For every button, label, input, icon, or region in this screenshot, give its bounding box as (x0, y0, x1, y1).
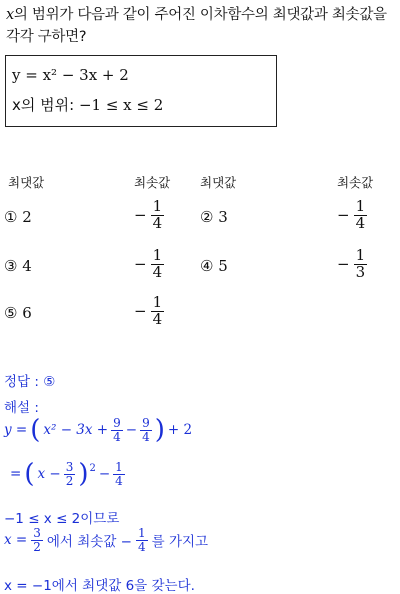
question-text (6, 4, 398, 48)
explanation-step-1: y = ( x² − 3x + $\frac{9}{4}$ − $\frac{9}{4}$ ) + 2 (4, 415, 193, 446)
option-1[interactable] (4, 208, 32, 226)
domain-range: −1 ≤ x ≤ 2 (78, 96, 164, 114)
option-4[interactable] (200, 257, 228, 275)
header-min-left: 최솟값 (134, 175, 171, 190)
header-min-right: 최솟값 (337, 175, 374, 190)
explanation-step-2: = ( x − $\frac{3}{2}$ ) $^2$ − $\frac{1}{4}$ (10, 459, 123, 490)
option-5-mark: ⑤ (4, 304, 18, 322)
option-1-mark: ① (4, 208, 18, 226)
option-3-mark: ③ (4, 257, 18, 275)
option-5[interactable] (4, 304, 32, 322)
function-definition: y = x² − 3x + 2 (12, 66, 129, 84)
option-2-max: 3 (218, 208, 228, 226)
question-variable: x (6, 7, 14, 23)
option-3[interactable] (4, 257, 32, 275)
explanation-line-3: −1 ≤ x ≤ 2이므로 (4, 511, 120, 527)
option-5-max: 6 (22, 304, 32, 322)
option-5-min: − $\frac{1}{4}$ (134, 293, 163, 328)
question-body: 의 범위가 다음과 같이 주어진 이차함수의 최댓값과 최솟값을 각각 구하면? (6, 7, 387, 45)
header-max-right: 최댓값 (200, 175, 237, 190)
option-1-max: 2 (22, 208, 32, 226)
option-2-mark: ② (200, 208, 214, 226)
option-3-max: 4 (22, 257, 32, 275)
option-1-min: − $\frac{1}{4}$ (134, 197, 163, 232)
option-4-max: 5 (218, 257, 228, 275)
conditions-box (5, 55, 277, 127)
explanation-line-4: x = $\frac{3}{2}$ 에서 최솟값 − $\frac{1}{4}$ 를 가지고 (4, 526, 209, 554)
explanation-line-5: x = −1에서 최댓값 6을 갖는다. (4, 578, 195, 594)
header-max-left: 최댓값 (8, 175, 45, 190)
answer-label: 정답 : ⑤ (4, 374, 56, 390)
option-2-min: − $\frac{1}{4}$ (337, 197, 366, 232)
option-4-min: − $\frac{1}{3}$ (337, 246, 366, 281)
option-2[interactable] (200, 208, 228, 226)
option-3-min: − $\frac{1}{4}$ (134, 246, 163, 281)
option-4-mark: ④ (200, 257, 214, 275)
domain-line (12, 94, 163, 115)
explanation-label: 해설 : (4, 400, 39, 416)
domain-label: x의 범위: (12, 96, 75, 114)
